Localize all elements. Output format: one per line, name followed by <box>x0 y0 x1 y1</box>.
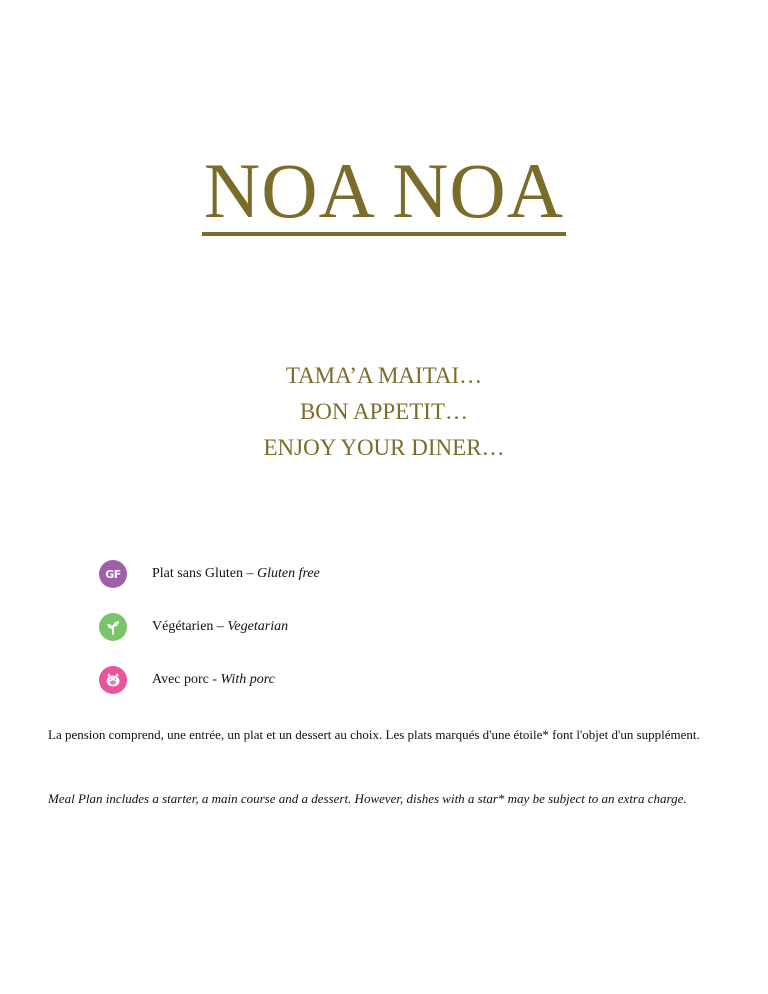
greeting-french: BON APPETIT… <box>299 399 469 424</box>
legend-label: Avec porc - With porc <box>152 672 275 687</box>
dietary-legend <box>99 560 320 719</box>
restaurant-name: NOA NOA <box>203 147 565 234</box>
pork-icon <box>99 666 127 694</box>
restaurant-title <box>0 147 768 236</box>
legend-label: Végétarien – Vegetarian <box>152 619 289 634</box>
greeting-tahitian: TAMA’A MAITAI… <box>285 363 483 388</box>
meal-plan-note-french: La pension comprend, une entrée, un plat et un dessert au choix. Les plats marqués d'une étoile* font l'objet d'un supplément. <box>48 727 700 742</box>
legend-item-gluten-free <box>99 560 320 588</box>
vegetarian-icon <box>99 613 127 641</box>
greeting-block <box>0 358 768 466</box>
legend-label: Plat sans Gluten – Gluten free <box>152 566 320 581</box>
legend-item-pork <box>99 666 320 694</box>
legend-item-vegetarian <box>99 613 320 641</box>
gluten-free-icon: GF <box>99 560 127 588</box>
greeting-english: ENJOY YOUR DINER… <box>263 435 505 460</box>
meal-plan-note-english: Meal Plan includes a starter, a main course and a dessert. However, dishes with a star* may be subject to an extra charge. <box>48 791 687 806</box>
